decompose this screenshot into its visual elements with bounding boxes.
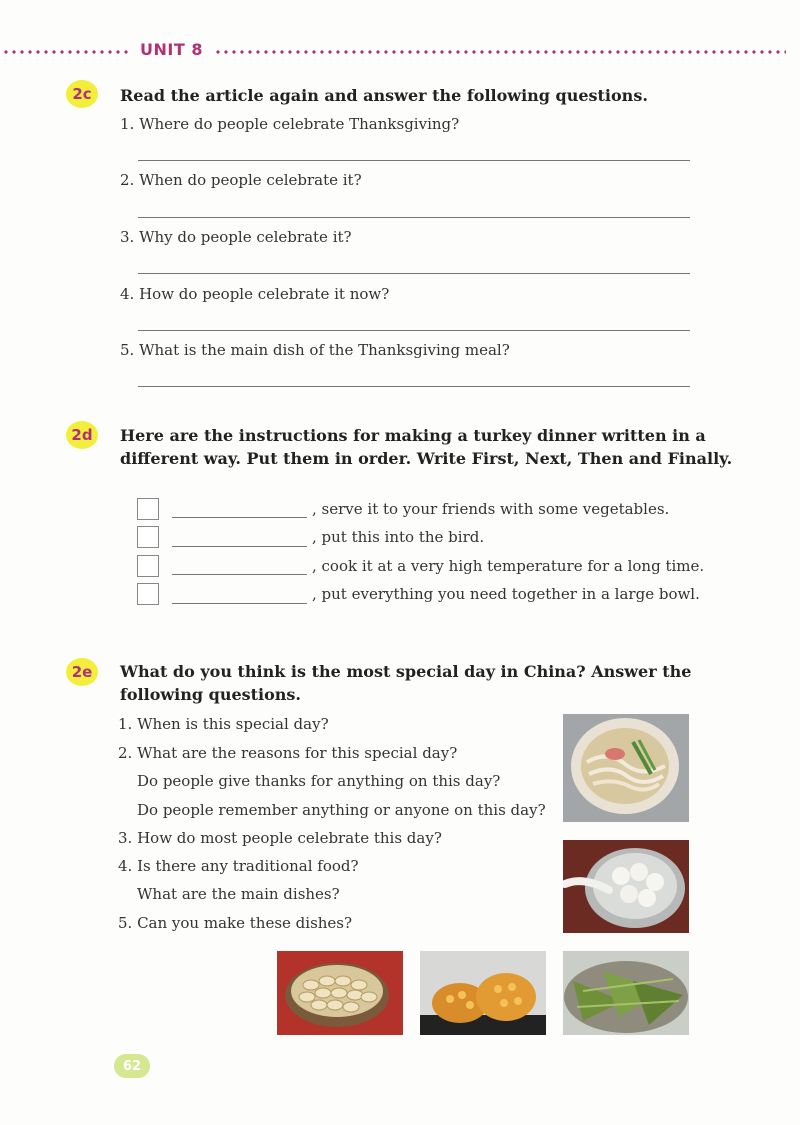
section-2e-instruction-line1: What do you think is the most special day in China? Answer the [120, 662, 692, 681]
zongzi-photo [563, 951, 689, 1035]
order-box-2[interactable] [137, 526, 159, 548]
order-box-3[interactable] [137, 555, 159, 577]
order-blank-2[interactable] [172, 546, 307, 547]
answer-line-2c-1[interactable] [138, 160, 690, 161]
fried-pastry-photo [420, 951, 546, 1035]
question-2e-2b: Do people remember anything or anyone on this day? [137, 801, 546, 819]
answer-line-2c-4[interactable] [138, 330, 690, 331]
order-item-3: , cook it at a very high temperature for a long time. [312, 557, 705, 575]
question-2e-2: 2. What are the reasons for this special day? [118, 744, 458, 762]
question-2e-4: 4. Is there any traditional food? [118, 857, 359, 875]
question-2e-5: 5. Can you make these dishes? [118, 914, 353, 932]
question-2e-1: 1. When is this special day? [118, 715, 329, 733]
answer-line-2c-3[interactable] [138, 273, 690, 274]
answer-line-2c-2[interactable] [138, 217, 690, 218]
section-2d-instruction-line2: different way. Put them in order. Write First, Next, Then and Finally. [120, 449, 733, 468]
section-2e-badge: 2e [66, 658, 98, 686]
section-2e-instruction-line2: following questions. [120, 685, 301, 704]
order-blank-4[interactable] [172, 603, 307, 604]
question-2c-3: 3. Why do people celebrate it? [120, 228, 352, 246]
dumplings-photo [277, 951, 403, 1035]
section-2c-instruction: Read the article again and answer the following questions. [120, 86, 648, 105]
tangyuan-photo [563, 840, 689, 933]
order-box-1[interactable] [137, 498, 159, 520]
question-2c-2: 2. When do people celebrate it? [120, 171, 362, 189]
unit-header [0, 40, 800, 64]
page-number: 62 [114, 1054, 150, 1078]
noodle-soup-photo [563, 714, 689, 822]
order-item-1: , serve it to your friends with some vegetables. [312, 500, 670, 518]
question-2c-1: 1. Where do people celebrate Thanksgiving? [120, 115, 460, 133]
section-2c-badge: 2c [66, 80, 98, 108]
header-dots-left [2, 50, 128, 54]
order-item-2: , put this into the bird. [312, 528, 485, 546]
section-2d-instruction-line1: Here are the instructions for making a turkey dinner written in a [120, 426, 706, 445]
header-dots-right [214, 50, 786, 54]
order-item-4: , put everything you need together in a large bowl. [312, 585, 700, 603]
question-2e-4a: What are the main dishes? [137, 885, 340, 903]
order-blank-3[interactable] [172, 574, 307, 575]
question-2c-5: 5. What is the main dish of the Thanksgiving meal? [120, 341, 510, 359]
unit-title: UNIT 8 [140, 40, 203, 59]
answer-line-2c-5[interactable] [138, 386, 690, 387]
order-box-4[interactable] [137, 583, 159, 605]
question-2e-3: 3. How do most people celebrate this day? [118, 829, 442, 847]
order-blank-1[interactable] [172, 517, 307, 518]
question-2c-4: 4. How do people celebrate it now? [120, 285, 390, 303]
section-2d-badge: 2d [66, 421, 98, 449]
question-2e-2a: Do people give thanks for anything on this day? [137, 772, 501, 790]
